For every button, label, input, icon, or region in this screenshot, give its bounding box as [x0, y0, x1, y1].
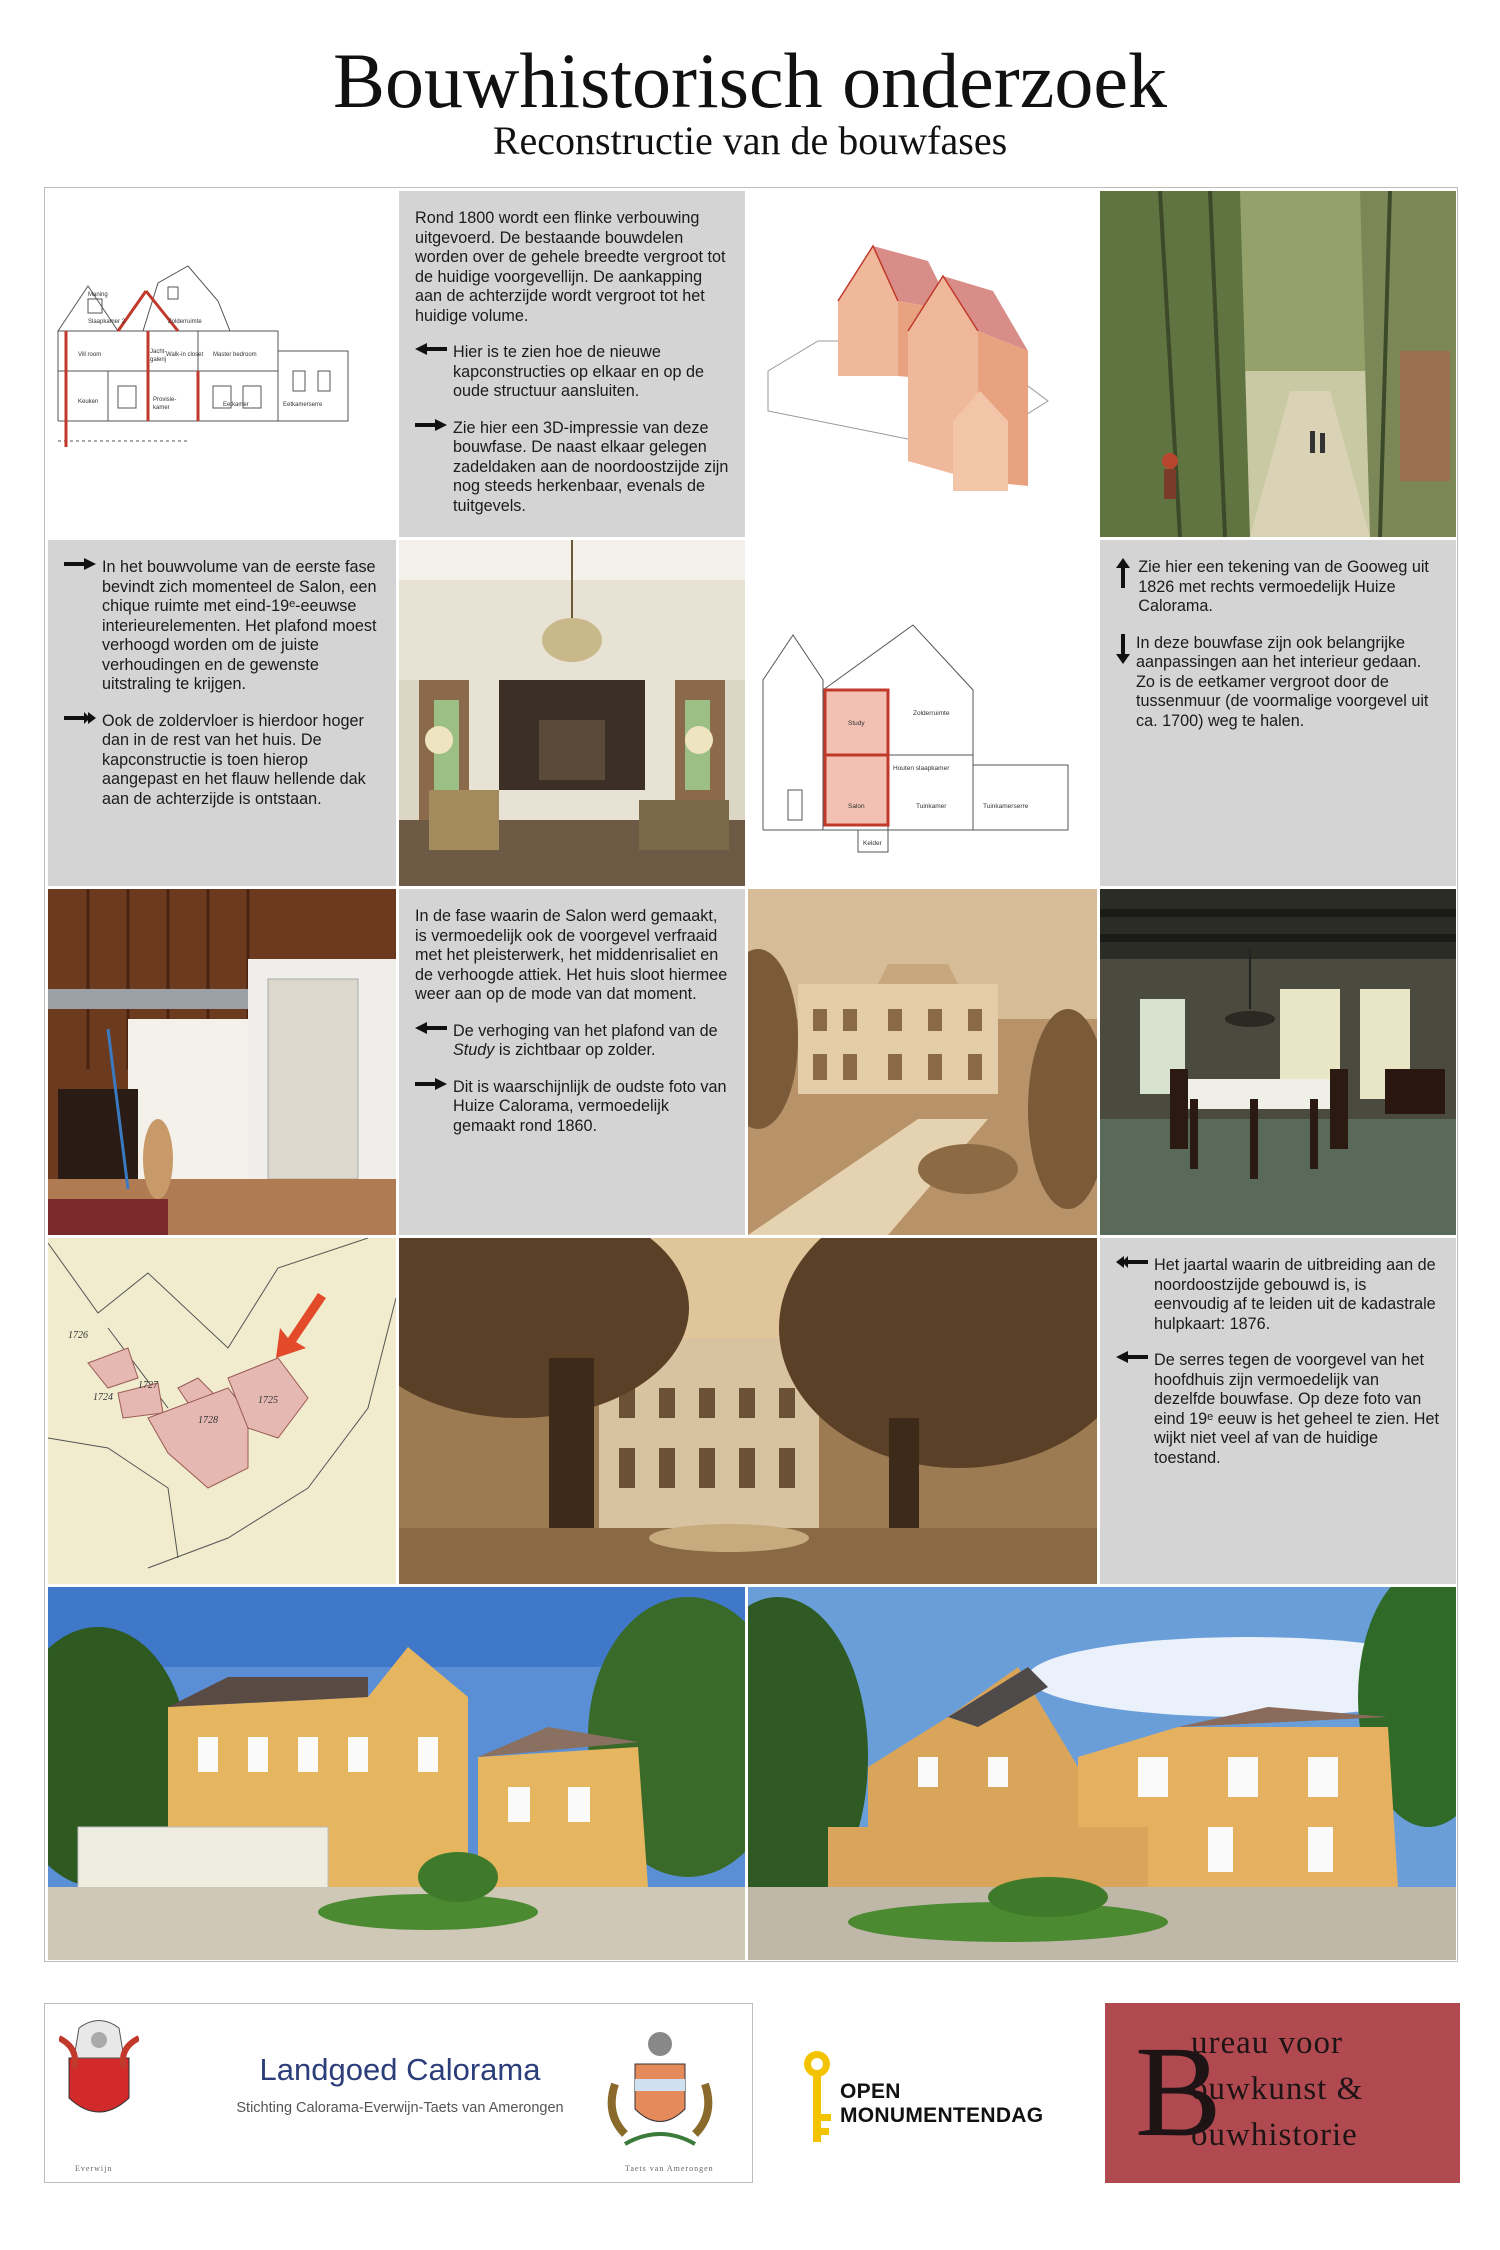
taets-crest-icon — [605, 2024, 715, 2154]
svg-text:Tuinkamerserre: Tuinkamerserre — [983, 803, 1029, 810]
attic-photo — [48, 889, 396, 1235]
bureau-logo — [1105, 2003, 1460, 2183]
cross-section-drawing — [48, 191, 396, 537]
panel-4-item-1: De verhoging van het plafond van de Study is zichtbaar op zolder. — [415, 1022, 729, 1061]
arrow-left-icon — [1116, 1351, 1148, 1468]
svg-text:Vill room: Vill room — [78, 352, 102, 358]
svg-text:Tuinkamer: Tuinkamer — [916, 803, 947, 810]
rear-facade-photo — [748, 1587, 1456, 1960]
svg-text:Study: Study — [848, 720, 865, 727]
bureau-initial: B — [1135, 2020, 1222, 2164]
panel-text-4 — [399, 889, 745, 1235]
panel-text-1 — [399, 191, 745, 537]
svg-text:Provisie-: Provisie- — [153, 397, 177, 403]
landgoed-calorama-box — [44, 2003, 753, 2183]
panel-3-item-1: Zie hier een tekening van de Gooweg uit 1826 met rechts vermoedelijk Huize Calorama. — [1116, 558, 1440, 617]
page-subtitle: Reconstructie van de bouwfases — [492, 118, 1008, 163]
foundation-name: Stichting Calorama-Everwijn-Taets van Amerongen — [236, 2100, 564, 2116]
panel-text-2 — [48, 540, 396, 886]
open-label: OPEN — [840, 2080, 901, 2103]
svg-text:kamer: kamer — [153, 405, 170, 411]
svg-text:Zolderruimte: Zolderruimte — [913, 710, 950, 717]
phase-grid — [44, 187, 1458, 1962]
salon-photo — [399, 540, 745, 886]
bureau-line-2: ouwkunst & — [1191, 2071, 1364, 2107]
3d-impression — [748, 191, 1097, 537]
arrow-left-icon — [415, 343, 447, 402]
panel-4-intro: In de fase waarin de Salon werd gemaakt, is vermoedelijk ook de voorgevel verfraaid met het pleisterwerk, het middenrisaliet en de verhoogde attiek. Het huis sloot hiermee weer aan op de mode van dat moment. — [415, 907, 728, 1003]
arrow-down-icon — [1116, 634, 1130, 732]
svg-text:galerij: galerij — [150, 357, 167, 363]
panel-2-item-1: In het bouwvolume van de eerste fase bevindt zich momenteel de Salon, een chique ruimte met eind-19ᵉ-eeuwse interieurelementen. Het plafond moest verhoogd worden om de juiste verhoudingen en de gewenste uitstraling te krijgen. — [64, 558, 380, 695]
panel-5-item-1: Het jaartal waarin de uitbreiding aan de noordoostzijde gebouwd is, is eenvoudig af te leiden uit de kadastrale hulpkaart: 1876. — [1116, 1256, 1440, 1334]
sepia-photo-late-19th-century — [399, 1238, 1097, 1584]
panel-1-intro: Rond 1800 wordt een flinke verbouwing uitgevoerd. De bestaande bouwdelen worden over de gehele breedte vergroot tot de huidige voorgevellijn. De aankapping aan de achterzijde wordt vergroot tot het huidige volume. — [415, 209, 726, 325]
everwijn-caption: Everwijn — [75, 2164, 113, 2173]
svg-text:Jacht-: Jacht- — [150, 349, 167, 355]
arrow-right-icon — [64, 558, 96, 695]
arrow-up-icon — [1116, 558, 1132, 617]
panel-1-item-2: Zie hier een 3D-impressie van deze bouwfase. De naast elkaar gelegen zadeldaken aan de noordoostzijde zijn nog steeds herkenbaar, evenals de tuitgevels. — [415, 419, 729, 517]
double-arrow-right-icon — [64, 712, 96, 810]
panel-4-item-2: Dit is waarschijnlijk de oudste foto van Huize Calorama, vermoedelijk gemaakt rond 1860. — [415, 1078, 729, 1137]
gooweg-drawing-1826 — [1100, 191, 1456, 537]
bureau-line-1: ureau voor — [1191, 2025, 1344, 2061]
taets-caption: Taets van Amerongen — [625, 2164, 714, 2173]
panel-text-3 — [1100, 540, 1456, 886]
oldest-photo-1860 — [748, 889, 1097, 1235]
svg-text:Master bedroom: Master bedroom — [213, 352, 257, 358]
double-arrow-left-icon — [1116, 1256, 1148, 1334]
svg-text:Kelder: Kelder — [863, 840, 882, 847]
panel-3-item-2: In deze bouwfase zijn ook belangrijke aanpassingen aan het interieur gedaan. Zo is de eetkamer vergroot door de tussenmuur (de voormalige voorgevel uit ca. 1700) weg te halen. — [1116, 634, 1440, 732]
panel-text-5 — [1100, 1238, 1456, 1584]
cross-section-drawing-2 — [748, 540, 1097, 886]
front-facade-photo — [48, 1587, 745, 1960]
svg-text:1724: 1724 — [93, 1392, 113, 1403]
svg-text:Houten slaapkamer: Houten slaapkamer — [893, 765, 950, 772]
bureau-line-3: ouwhistorie — [1191, 2117, 1358, 2153]
panel-5-item-2: De serres tegen de voorgevel van het hoofdhuis zijn vermoedelijk van dezelfde bouwfase. Op deze foto van eind 19ᵉ eeuw is het geheel te zien. Het wijkt niet veel af van de huidige toestand. — [1116, 1351, 1440, 1468]
estate-name: Landgoed Calorama — [259, 2052, 541, 2087]
svg-text:1728: 1728 — [198, 1415, 218, 1426]
panel-2-item-2: Ook de zoldervloer is hierdoor hoger dan in de rest van het huis. De kapconstructie is toen hierop aangepast en het flauw hellende dak aan de achterzijde is ontstaan. — [64, 712, 380, 810]
svg-text:Zolderruimte: Zolderruimte — [168, 319, 202, 325]
svg-text:1726: 1726 — [68, 1330, 88, 1341]
cadastral-map-1876 — [48, 1238, 396, 1584]
svg-text:Eetkamerserre: Eetkamerserre — [283, 402, 323, 408]
key-icon — [800, 2050, 834, 2146]
monumentendag-label: MONUMENTENDAG — [840, 2104, 1044, 2127]
svg-text:1727: 1727 — [138, 1380, 158, 1391]
svg-text:Salon: Salon — [848, 803, 865, 810]
svg-text:Slaapkamer 2: Slaapkamer 2 — [88, 319, 126, 325]
arrow-right-icon — [415, 1078, 447, 1137]
svg-text:Eetkamer: Eetkamer — [223, 402, 249, 408]
svg-text:Maning: Maning — [88, 292, 108, 298]
dining-room-photo — [1100, 889, 1456, 1235]
open-monumentendag-logo — [800, 2050, 1100, 2146]
svg-text:Walk-in closet: Walk-in closet — [166, 352, 204, 358]
arrow-left-icon — [415, 1022, 447, 1061]
svg-text:Keuken: Keuken — [78, 399, 99, 405]
arrow-right-icon — [415, 419, 447, 517]
panel-1-item-1: Hier is te zien hoe de nieuwe kapconstructies op elkaar en op de oude structuur aansluiten. — [415, 343, 729, 402]
svg-text:1725: 1725 — [258, 1395, 278, 1406]
page-title: Bouwhistorisch onderzoek — [332, 37, 1167, 124]
everwijn-crest-icon — [59, 2018, 139, 2128]
